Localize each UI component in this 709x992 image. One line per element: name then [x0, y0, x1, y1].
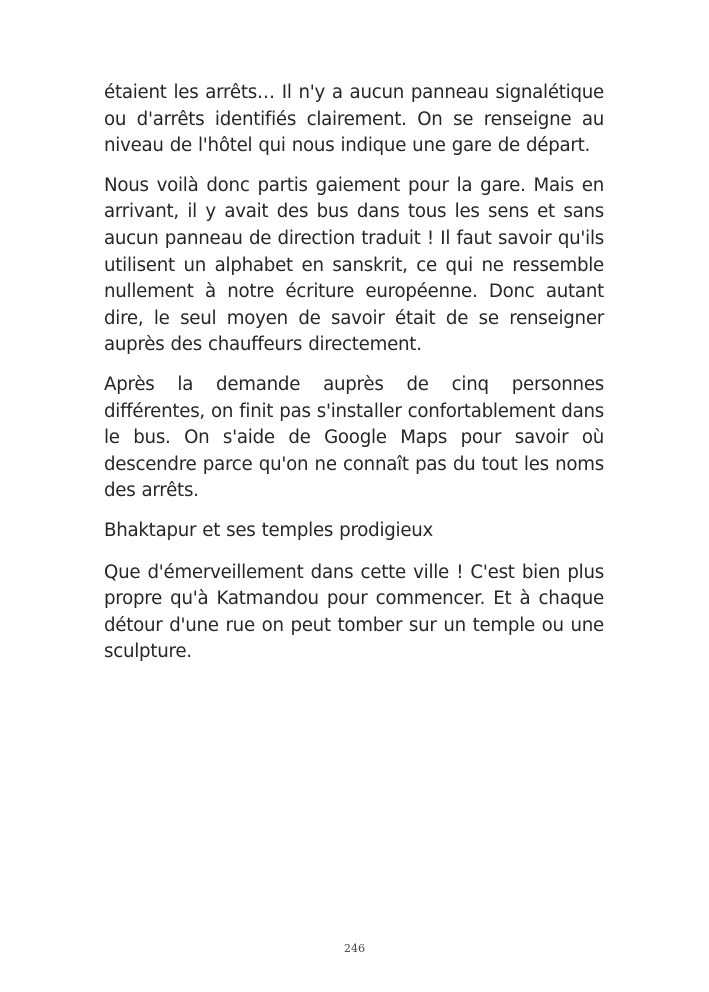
paragraph-3: Après la demande auprès de cinq personnes différentes, on finit pas s'installer confortablement dans le bus. On s'aide de Google Maps pour savoir où descendre parce qu'on ne connaît pas du tout les noms des arrêts. — [104, 373, 604, 502]
paragraph-4: Que d'émerveillement dans cette ville ! C'est bien plus propre qu'à Katmandou pour commencer. Et à chaque détour d'une rue on peut tomber sur un temple ou une sculpture. — [104, 561, 604, 663]
paragraph-2: Nous voilà donc partis gaiement pour la gare. Mais en arrivant, il y avait des bus dans tous les sens et sans aucun panneau de direction traduit ! Il faut savoir qu'ils utilisent un alphabet en sanskrit, ce qui ne ressemble nullement à notre écriture européenne. Donc autant dire, le seul moyen de savoir était de se renseigner auprès des chauffeurs directement. — [104, 174, 604, 356]
body-text — [104, 80, 604, 679]
paragraph-1: étaient les arrêts… Il n'y a aucun panneau signalétique ou d'arrêts identifiés clairement. On se renseigne au niveau de l'hôtel qui nous indique une gare de départ. — [104, 82, 604, 157]
section-heading: Bhaktapur et ses temples prodigieux — [104, 519, 434, 541]
page-number: 246 — [344, 942, 365, 955]
